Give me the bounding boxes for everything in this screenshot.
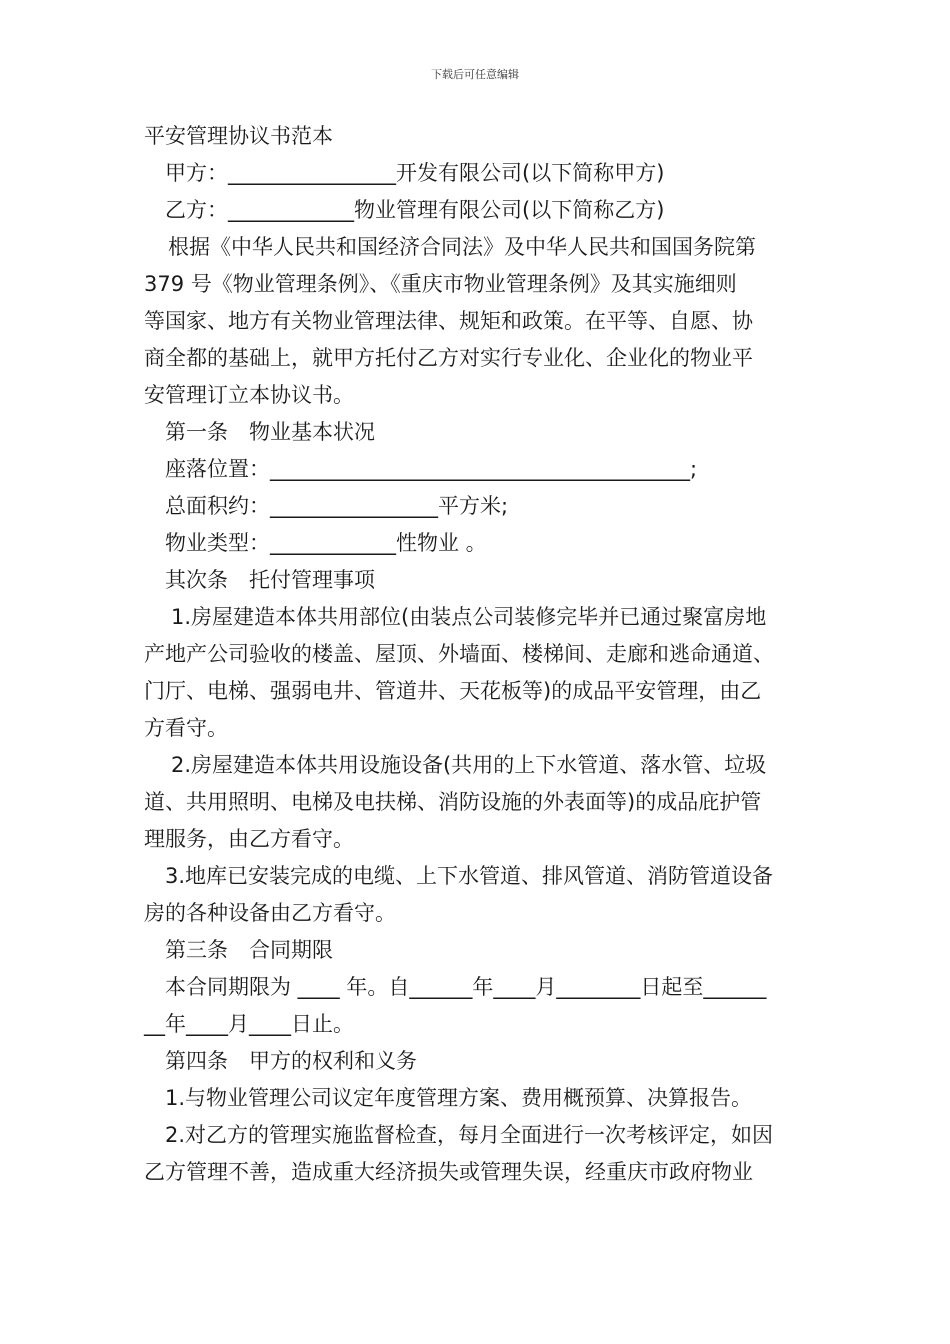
article-heading: 第一条 物业基本状况 bbox=[165, 420, 375, 444]
paragraph-line: 门厅、电梯、强弱电井、管道井、天花板等)的成品平安管理，由乙 bbox=[144, 679, 762, 703]
paragraph-line: 方看守。 bbox=[144, 716, 228, 740]
article-heading: 其次条 托付管理事项 bbox=[165, 568, 375, 592]
paragraph-line: 安管理订立本协议书。 bbox=[144, 383, 354, 407]
paragraph-line: 理服务，由乙方看守。 bbox=[144, 827, 354, 851]
contract-term-line: __年____月____日止。 bbox=[144, 1012, 354, 1036]
paragraph-line: 3.地库已安装完成的电缆、上下水管道、排风管道、消防管道设备 bbox=[165, 864, 774, 888]
party-a-line: 甲方：________________开发有限公司(以下简称甲方) bbox=[165, 161, 665, 185]
document-title: 平安管理协议书范本 bbox=[144, 124, 333, 148]
area-field: 总面积约：________________平方米; bbox=[165, 494, 509, 518]
paragraph-line: 1.房屋建造本体共用部位(由装点公司装修完毕并已通过聚富房地 bbox=[171, 605, 767, 629]
paragraph-line: 根据《中华人民共和国经济合同法》及中华人民共和国国务院第 bbox=[168, 235, 756, 259]
paragraph-line: 乙方管理不善，造成重大经济损失或管理失误，经重庆市政府物业 bbox=[144, 1160, 753, 1184]
paragraph-line: 商全都的基础上，就甲方托付乙方对实行专业化、企业化的物业平 bbox=[144, 346, 753, 370]
paragraph-line: 道、共用照明、电梯及电扶梯、消防设施的外表面等)的成品庇护管 bbox=[144, 790, 762, 814]
party-b-line: 乙方：____________物业管理有限公司(以下简称乙方) bbox=[165, 198, 665, 222]
contract-term-line: 本合同期限为 ____ 年。自______年____月________日起至______ bbox=[165, 975, 767, 999]
paragraph-line: 2.对乙方的管理实施监督检查，每月全面进行一次考核评定，如因 bbox=[165, 1123, 774, 1147]
article-heading: 第三条 合同期限 bbox=[165, 938, 333, 962]
paragraph-line: 379 号《物业管理条例》、《重庆市物业管理条例》及其实施细则 bbox=[144, 272, 737, 296]
paragraph-line: 1.与物业管理公司议定年度管理方案、费用概预算、决算报告。 bbox=[165, 1086, 753, 1110]
page-header: 下载后可任意编辑 bbox=[431, 68, 519, 81]
paragraph-line: 房的各种设备由乙方看守。 bbox=[144, 901, 396, 925]
paragraph-line: 2.房屋建造本体共用设施设备(共用的上下水管道、落水管、垃圾 bbox=[171, 753, 767, 777]
paragraph-line: 等国家、地方有关物业管理法律、规矩和政策。在平等、自愿、协 bbox=[144, 309, 753, 333]
document-body bbox=[144, 118, 816, 1191]
paragraph-line: 产地产公司验收的楼盖、屋顶、外墙面、楼梯间、走廊和逃命通道、 bbox=[144, 642, 774, 666]
location-field: 座落位置：________________________________________; bbox=[165, 457, 698, 481]
article-heading: 第四条 甲方的权利和义务 bbox=[165, 1049, 417, 1073]
property-type-field: 物业类型：____________性物业 。 bbox=[165, 531, 487, 555]
